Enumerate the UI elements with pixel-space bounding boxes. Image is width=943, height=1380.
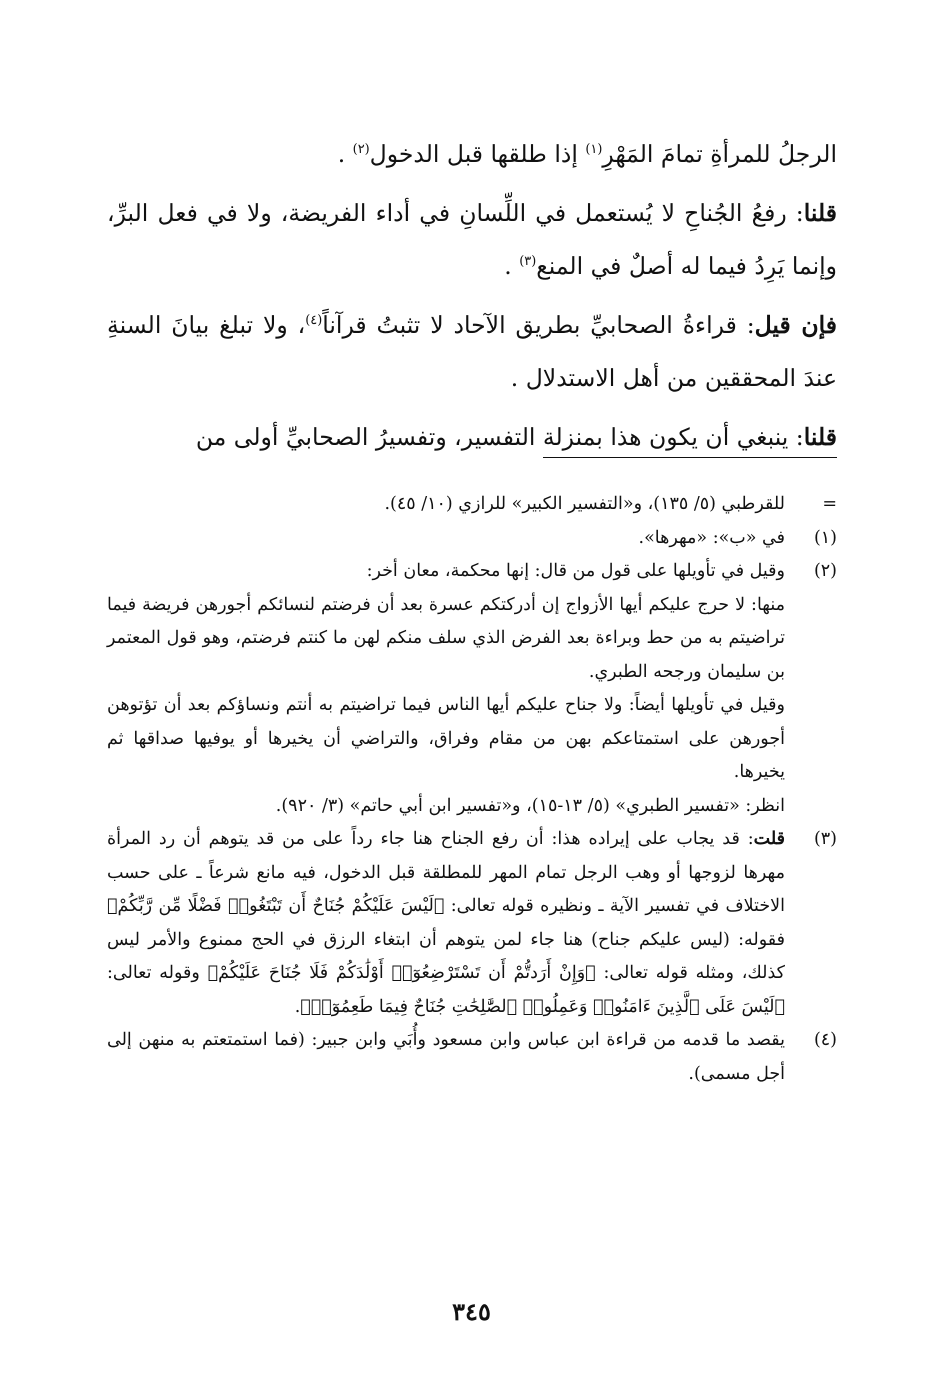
paragraph-lead-word: قلنا	[803, 199, 837, 227]
footnote-text: وقيل في تأويلها أيضاً: ولا جناح عليكم أيها الناس فيما تراضيتم به أنتم ونساؤكم بعد أن تؤتوهن أجورهن على استمتاعكم بهن من مقام وفراق، والتراضي أن يخيرها أو يوفيها صداقها ثم يخيرها.	[107, 695, 785, 782]
footnote-number: (٢)	[813, 561, 837, 581]
main-text-span: ، ولا تبلغ بيانَ السنةِ عندَ المحققين من أهل الاستدلال .	[107, 311, 837, 392]
footnote-ref[interactable]: (١)	[585, 142, 603, 158]
main-text-span: الرجلُ للمرأةِ تمامَ المَهْرِ	[602, 140, 837, 168]
footnote-ref[interactable]: (٢)	[352, 142, 370, 158]
footnote-text: يقصد ما قدمه من قراءة ابن عباس وابن مسعود وأُبَي وابن جبير: (فما استمتعتم به منهن إلى أجل مسمى).	[107, 1030, 785, 1084]
footnote-text: في «ب»: «مهرها».	[638, 527, 785, 548]
main-paragraph-1	[107, 128, 837, 181]
footnotes-section	[107, 488, 837, 1091]
footnote-2-part	[107, 589, 837, 824]
footnote-text: منها: لا حرج عليكم أيها الأزواج إن أدركتكم عسرة بعد أن فرضتم لنسائكم أجورهن فريضة فيما تراضيتم به من حط وبراءة بعد الفرض الذي سلف منكم لهن ما كنتم فرضتم، وهو قول المعتمر بن سليمان ورجحه الطبري.	[107, 594, 785, 682]
footnote-text: انظر: «تفسير الطبري» (٥/ ١٣-١٥)، و«تفسير ابن أبي حاتم» (٣/ ٩٢٠).	[275, 795, 785, 816]
page-number: ٣٤٥	[452, 1297, 491, 1326]
main-text-span: .	[504, 252, 520, 280]
main-paragraph-3	[107, 299, 837, 405]
main-text-span: إذا طلقها قبل الدخول	[369, 140, 586, 168]
main-text-span: : قراءةُ الصحابيِّ بطريق الآحاد لا تثبتُ قرآناً	[322, 311, 755, 339]
footnote-text: : قد يجاب على إيراده هذا: أن رفع الجناح هنا جاء رداً على من قد يتوهم أن رد المرأة مهرها لزوجها أو وهب الرجل تمام المهر للمطلقة قبل الدخول، فيه مانع شرعاً ـ على حسب الاختلاف في تفسير الآية ـ ونظيره قوله تعالى: ﴿لَيْسَ عَلَيْكُمْ جُنَاحٌ أَن تَبْتَغُوا۟ فَضْلًا مِّن رَّبِّكُمْ﴾ فقوله: (ليس عليكم جناح) هنا جاء لمن يتوهم أن ابتغاء الرزق في الحج ممنوع والأمر ليس كذلك، ومثله قوله تعالى: ﴿وَإِنْ أَرَدتُّمْ أَن تَسْتَرْضِعُوٓا۟ أَوْلَٰدَكُمْ فَلَا جُنَاحَ عَلَيْكُمْ﴾ وقوله تعالى: ﴿لَيْسَ عَلَى ٱلَّذِينَ ءَامَنُوا۟ وَعَمِلُوا۟ ٱلصَّٰلِحَٰتِ جُنَاحٌ فِيمَا طَعِمُوٓا۟﴾.	[107, 829, 785, 1017]
main-text-span: .	[337, 140, 353, 168]
main-paragraph-2	[107, 187, 837, 293]
footnote-continuation	[107, 488, 837, 522]
footnote-ref[interactable]: (٣)	[519, 254, 537, 270]
paragraph-lead-word: فإن قيل	[754, 311, 837, 339]
footnote-number: (٣)	[813, 829, 837, 849]
footnote-separator	[543, 457, 837, 458]
footnote-lead-word: قلت	[753, 829, 785, 849]
continuation-marker: =	[822, 494, 837, 514]
footnote-3	[107, 823, 837, 1024]
main-text-body	[107, 128, 837, 470]
paragraph-lead-word: قلنا	[803, 423, 837, 451]
footnote-number: (١)	[813, 527, 837, 548]
main-text-span: : ينبغي أن يكون هذا بمنزلة التفسير، وتفسيرُ الصحابيِّ أولى من	[195, 423, 804, 451]
footnote-text: وقيل في تأويلها على قول من قال: إنها محكمة، معان أخر:	[366, 561, 785, 581]
footnote-text: للقرطبي (٥/ ١٣٥)، و«التفسير الكبير» للرازي (١٠/ ٤٥).	[384, 494, 785, 514]
footnote-2	[107, 555, 837, 589]
footnote-4	[107, 1024, 837, 1091]
footnote-number: (٤)	[813, 1030, 837, 1050]
footnote-1	[107, 522, 837, 556]
main-text-span: : رفعُ الجُناحِ لا يُستعمل في اللِّسانِ في أداء الفريضة، ولا في فعل البرِّ، وإنما يَرِدُ فيما له أصلٌ في المنع	[107, 199, 837, 280]
footnote-ref[interactable]: (٤)	[305, 313, 323, 329]
